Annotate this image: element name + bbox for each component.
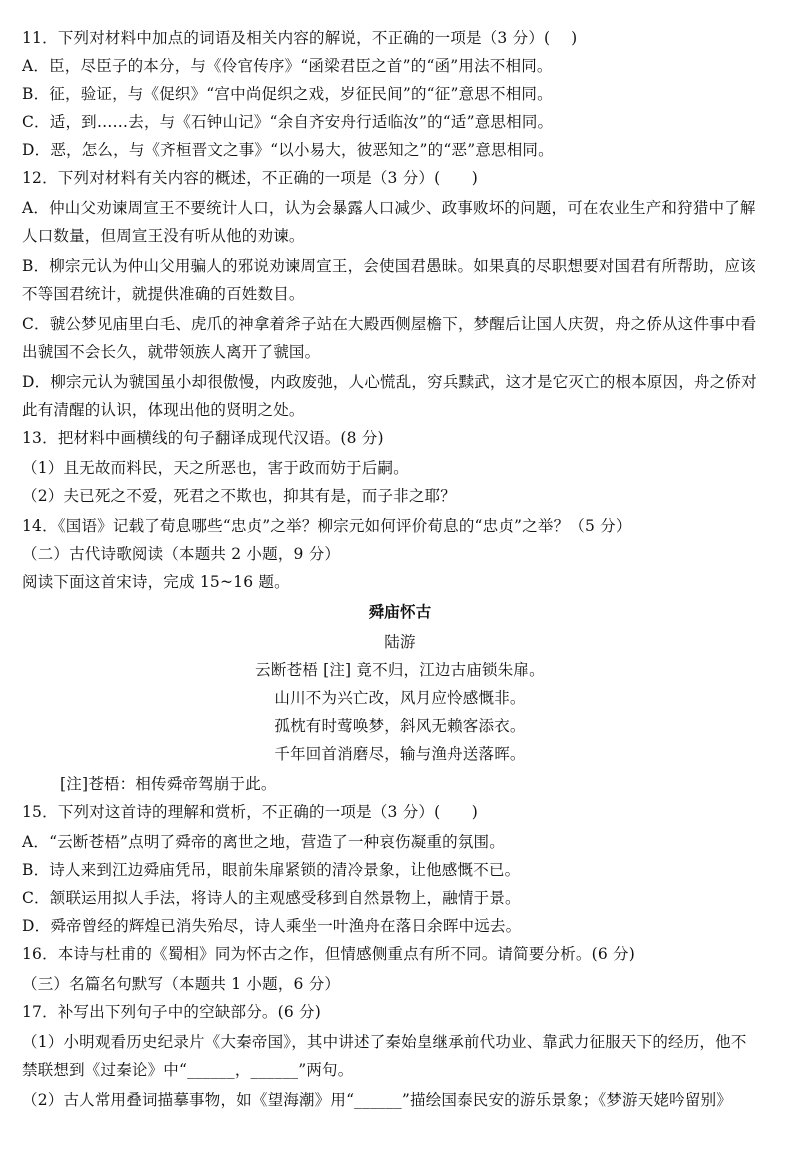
poem-verse-2: 山川不为兴亡改，风月应怜感慨非。	[274, 689, 526, 707]
q13-stem: 13．把材料中画横线的句子翻译成现代汉语。(8 分)	[22, 429, 384, 447]
q12-option-d-line2: 此有清醒的认识，体现出他的贤明之处。	[22, 401, 305, 419]
q17-item2-line1: （2）古人常用叠词描摹事物，如《望海潮》用“______”描绘国泰民安的游乐景象；《梦游天姥吟留别》	[22, 1091, 732, 1109]
poem-note: [注]苍梧：相传舜帝驾崩于此。	[60, 775, 277, 793]
q11-stem: 11．下列对材料中加点的词语及相关内容的解说，不正确的一项是（3 分）( )	[22, 29, 578, 47]
section-dictation-heading: （三）名篇名句默写（本题共 1 小题，6 分）	[22, 975, 341, 993]
q13-sentence-2: （2）夫已死之不爱，死君之不欺也，抑其有是，而子非之耶？	[22, 487, 456, 505]
q11-option-a: A．臣，尽臣子的本分，与《伶官传序》“函梁君臣之首”的“函”用法不相同。	[22, 57, 553, 75]
q13-sentence-1: （1）且无故而料民，天之所恶也，害于政而妨于后嗣。	[22, 459, 409, 477]
q17-item1-line2: 禁联想到《过秦论》中“______，______”两句。	[22, 1061, 354, 1079]
q12-option-b-line1: B．柳宗元认为仲山父用骗人的邪说劝谏周宣王，会使国君愚昧。如果真的尽职想要对国君有所帮助，应该	[22, 257, 756, 275]
q15-option-d: D．舜帝曾经的辉煌已消失殆尽，诗人乘坐一叶渔舟在落日余晖中远去。	[22, 917, 522, 935]
poem-verse-4: 千年回首消磨尽，输与渔舟送落晖。	[274, 745, 526, 763]
q12-option-c-line1: C．虢公梦见庙里白毛、虎爪的神拿着斧子站在大殿西侧屋檐下，梦醒后让国人庆贺，舟之侨从这件事中看	[22, 315, 757, 333]
q11-option-d: D．恶，怎么，与《齐桓晋文之事》“以小易大，彼恶知之”的“恶”意思相同。	[22, 141, 554, 159]
poetry-instruction: 阅读下面这首宋诗，完成 15~16 题。	[22, 573, 290, 591]
q14-stem: 14．《国语》记载了荀息哪些“忠贞”之举？柳宗元如何评价荀息的“忠贞”之举？（5 分）	[22, 517, 632, 535]
q15-option-a: A．“云断苍梧”点明了舜帝的离世之地，营造了一种哀伤凝重的氛围。	[22, 833, 505, 851]
q11-option-b: B．征，验证，与《促织》“宫中尚促织之戏，岁征民间”的“征”意思不相同。	[22, 85, 553, 103]
q11-option-c: C．适，到……去，与《石钟山记》“余自齐安舟行适临汝”的“适”意思相同。	[22, 113, 554, 131]
q15-option-c: C．颔联运用拟人手法，将诗人的主观感受移到自然景物上，融情于景。	[22, 889, 521, 907]
q12-option-a-line1: A．仲山父劝谏周宣王不要统计人口，认为会暴露人口减少、政事败坏的问题，可在农业生产和狩猎中了解	[22, 199, 756, 217]
q15-option-b: B．诗人来到江边舜庙凭吊，眼前朱扉紧锁的清冷景象，让他感慨不已。	[22, 861, 521, 879]
q12-stem: 12．下列对材料有关内容的概述，不正确的一项是（3 分）( )	[22, 169, 479, 187]
poem-verse-1: 云断苍梧 [注] 竟不归，江边古庙锁朱扉。	[255, 661, 545, 679]
poem-title: 舜庙怀古	[368, 602, 432, 621]
poem-verse-3: 孤枕有时莺唤梦，斜风无赖客添衣。	[274, 717, 526, 735]
q16-stem: 16．本诗与杜甫的《蜀相》同为怀古之作，但情感侧重点有所不同。请简要分析。(6 分)	[22, 945, 636, 963]
q17-item1-line1: （1）小明观看历史纪录片《大秦帝国》，其中讲述了秦始皇继承前代功业、靠武力征服天下的经历，他不	[22, 1033, 747, 1051]
q12-option-b-line2: 不等国君统计，就提供准确的百姓数目。	[22, 285, 305, 303]
q12-option-d-line1: D．柳宗元认为虢国虽小却很傲慢，内政废弛，人心慌乱，穷兵黩武，这才是它灭亡的根本原因，舟之侨对	[22, 373, 757, 391]
q15-stem: 15．下列对这首诗的理解和赏析，不正确的一项是（3 分）( )	[22, 803, 479, 821]
q12-option-a-line2: 人口数量，但周宣王没有听从他的劝谏。	[22, 227, 305, 245]
q17-stem: 17．补写出下列句子中的空缺部分。(6 分)	[22, 1003, 322, 1021]
poem-author: 陆游	[384, 633, 416, 651]
section-poetry-heading: （二）古代诗歌阅读（本题共 2 小题，9 分）	[22, 545, 341, 563]
q12-option-c-line2: 出虢国不会长久，就带领族人离开了虢国。	[22, 343, 321, 361]
